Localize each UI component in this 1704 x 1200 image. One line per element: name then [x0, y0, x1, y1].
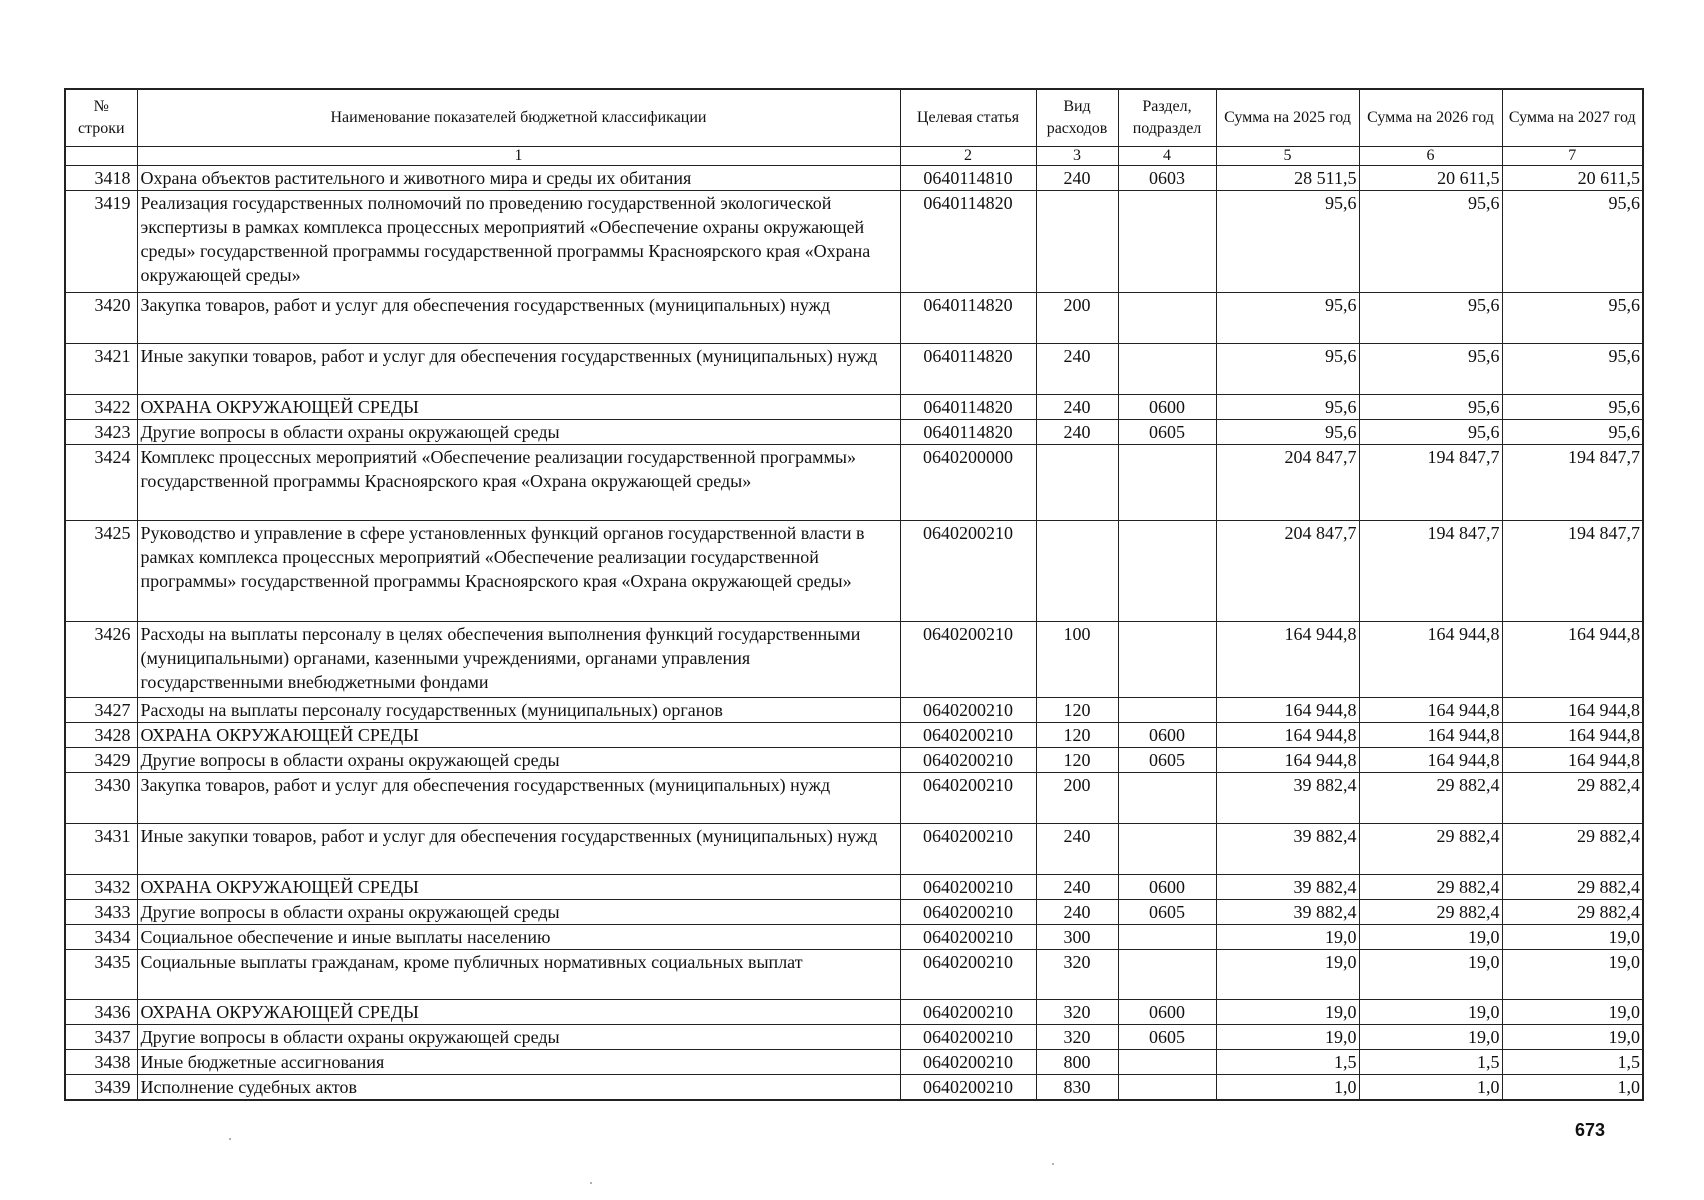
indicator-name-cell: Расходы на выплаты персоналу в целях обеспечения выполнения функций государственными (муниципальными) органами, казенными учреждениями, органами управления государственными внебюджетными фондами — [137, 622, 900, 698]
row-number-cell: 3434 — [65, 925, 137, 950]
scan-speck — [1052, 1163, 1054, 1165]
expense-type-cell: 240 — [1036, 166, 1118, 191]
section-cell — [1118, 773, 1216, 824]
expense-type-cell: 120 — [1036, 723, 1118, 748]
row-number-cell: 3420 — [65, 293, 137, 344]
indicator-name-cell: Социальное обеспечение и иные выплаты населению — [137, 925, 900, 950]
target-article-cell: 0640114820 — [900, 420, 1036, 445]
target-article-cell: 0640114820 — [900, 191, 1036, 293]
target-article-cell: 0640114810 — [900, 166, 1036, 191]
expense-type-cell — [1036, 445, 1118, 521]
sum-2027-cell: 194 847,7 — [1502, 521, 1643, 622]
target-article-cell: 0640200210 — [900, 925, 1036, 950]
expense-type-cell: 100 — [1036, 622, 1118, 698]
table-row — [65, 521, 1643, 622]
target-article-cell: 0640200210 — [900, 698, 1036, 723]
sum-2025-cell: 95,6 — [1216, 395, 1359, 420]
sum-2026-cell: 29 882,4 — [1359, 824, 1502, 875]
header-name: Наименование показателей бюджетной классификации — [137, 89, 900, 147]
sum-2025-cell: 95,6 — [1216, 293, 1359, 344]
row-number-cell: 3438 — [65, 1050, 137, 1075]
section-cell: 0603 — [1118, 166, 1216, 191]
table-row — [65, 420, 1643, 445]
indicator-name-cell: ОХРАНА ОКРУЖАЮЩЕЙ СРЕДЫ — [137, 875, 900, 900]
sum-2026-cell: 20 611,5 — [1359, 166, 1502, 191]
column-number: 6 — [1359, 147, 1502, 166]
sum-2025-cell: 164 944,8 — [1216, 748, 1359, 773]
header-vid: Вид расходов — [1036, 89, 1118, 147]
scan-speck — [590, 1182, 592, 1184]
indicator-name-cell: Социальные выплаты гражданам, кроме публичных нормативных социальных выплат — [137, 950, 900, 1000]
column-number-row — [65, 147, 1643, 166]
scan-speck — [229, 1138, 231, 1140]
section-cell — [1118, 1075, 1216, 1101]
sum-2025-cell: 1,5 — [1216, 1050, 1359, 1075]
sum-2027-cell: 164 944,8 — [1502, 723, 1643, 748]
section-cell: 0600 — [1118, 395, 1216, 420]
sum-2026-cell: 19,0 — [1359, 950, 1502, 1000]
indicator-name-cell: Иные закупки товаров, работ и услуг для обеспечения государственных (муниципальных) нужд — [137, 344, 900, 395]
expense-type-cell: 200 — [1036, 293, 1118, 344]
row-number-cell: 3424 — [65, 445, 137, 521]
sum-2027-cell: 95,6 — [1502, 420, 1643, 445]
indicator-name-cell: Закупка товаров, работ и услуг для обеспечения государственных (муниципальных) нужд — [137, 293, 900, 344]
sum-2026-cell: 164 944,8 — [1359, 622, 1502, 698]
row-number-cell: 3436 — [65, 1000, 137, 1025]
sum-2025-cell: 204 847,7 — [1216, 521, 1359, 622]
expense-type-cell: 120 — [1036, 748, 1118, 773]
expense-type-cell: 300 — [1036, 925, 1118, 950]
section-cell: 0605 — [1118, 900, 1216, 925]
sum-2025-cell: 39 882,4 — [1216, 773, 1359, 824]
sum-2025-cell: 164 944,8 — [1216, 698, 1359, 723]
row-number-cell: 3423 — [65, 420, 137, 445]
table-row — [65, 723, 1643, 748]
section-cell — [1118, 824, 1216, 875]
sum-2025-cell: 164 944,8 — [1216, 622, 1359, 698]
sum-2026-cell: 19,0 — [1359, 925, 1502, 950]
row-number-cell: 3430 — [65, 773, 137, 824]
page-number: 673 — [1575, 1120, 1606, 1140]
section-cell — [1118, 698, 1216, 723]
sum-2025-cell: 19,0 — [1216, 1000, 1359, 1025]
indicator-name-cell: Другие вопросы в области охраны окружающей среды — [137, 1025, 900, 1050]
header-target: Целевая статья — [900, 89, 1036, 147]
indicator-name-cell: ОХРАНА ОКРУЖАЮЩЕЙ СРЕДЫ — [137, 723, 900, 748]
row-number-cell: 3435 — [65, 950, 137, 1000]
table-row — [65, 1000, 1643, 1025]
sum-2025-cell: 19,0 — [1216, 925, 1359, 950]
sum-2026-cell: 19,0 — [1359, 1000, 1502, 1025]
column-number — [65, 147, 137, 166]
header-sum-2027: Сумма на 2027 год — [1502, 89, 1643, 147]
column-number: 3 — [1036, 147, 1118, 166]
table-row — [65, 1050, 1643, 1075]
indicator-name-cell: ОХРАНА ОКРУЖАЮЩЕЙ СРЕДЫ — [137, 395, 900, 420]
table-row — [65, 344, 1643, 395]
sum-2025-cell: 95,6 — [1216, 420, 1359, 445]
sum-2026-cell: 164 944,8 — [1359, 748, 1502, 773]
sum-2026-cell: 95,6 — [1359, 395, 1502, 420]
sum-2025-cell: 95,6 — [1216, 344, 1359, 395]
sum-2027-cell: 19,0 — [1502, 1000, 1643, 1025]
sum-2026-cell: 1,5 — [1359, 1050, 1502, 1075]
header-row-no: № строки — [65, 89, 137, 147]
table-row — [65, 824, 1643, 875]
row-number-cell: 3426 — [65, 622, 137, 698]
row-number-cell: 3439 — [65, 1075, 137, 1101]
table-row — [65, 900, 1643, 925]
sum-2026-cell: 29 882,4 — [1359, 875, 1502, 900]
table-header-row — [65, 89, 1643, 147]
sum-2025-cell: 204 847,7 — [1216, 445, 1359, 521]
sum-2027-cell: 29 882,4 — [1502, 900, 1643, 925]
section-cell — [1118, 622, 1216, 698]
row-number-cell: 3431 — [65, 824, 137, 875]
indicator-name-cell: Охрана объектов растительного и животного мира и среды их обитания — [137, 166, 900, 191]
indicator-name-cell: Закупка товаров, работ и услуг для обеспечения государственных (муниципальных) нужд — [137, 773, 900, 824]
column-number: 2 — [900, 147, 1036, 166]
expense-type-cell — [1036, 521, 1118, 622]
row-number-cell: 3429 — [65, 748, 137, 773]
target-article-cell: 0640200210 — [900, 824, 1036, 875]
expense-type-cell: 120 — [1036, 698, 1118, 723]
table-row — [65, 925, 1643, 950]
table-row — [65, 698, 1643, 723]
indicator-name-cell: Иные бюджетные ассигнования — [137, 1050, 900, 1075]
table-row — [65, 445, 1643, 521]
sum-2027-cell: 95,6 — [1502, 191, 1643, 293]
section-cell — [1118, 1050, 1216, 1075]
table-row — [65, 293, 1643, 344]
indicator-name-cell: ОХРАНА ОКРУЖАЮЩЕЙ СРЕДЫ — [137, 1000, 900, 1025]
sum-2026-cell: 95,6 — [1359, 191, 1502, 293]
sum-2026-cell: 164 944,8 — [1359, 723, 1502, 748]
sum-2025-cell: 39 882,4 — [1216, 875, 1359, 900]
target-article-cell: 0640200210 — [900, 1025, 1036, 1050]
section-cell: 0600 — [1118, 875, 1216, 900]
expense-type-cell: 200 — [1036, 773, 1118, 824]
section-cell: 0605 — [1118, 1025, 1216, 1050]
expense-type-cell: 830 — [1036, 1075, 1118, 1101]
sum-2026-cell: 164 944,8 — [1359, 698, 1502, 723]
sum-2027-cell: 20 611,5 — [1502, 166, 1643, 191]
sum-2026-cell: 19,0 — [1359, 1025, 1502, 1050]
target-article-cell: 0640200210 — [900, 950, 1036, 1000]
target-article-cell: 0640200210 — [900, 875, 1036, 900]
sum-2027-cell: 95,6 — [1502, 344, 1643, 395]
sum-2027-cell: 19,0 — [1502, 1025, 1643, 1050]
table-row — [65, 395, 1643, 420]
target-article-cell: 0640114820 — [900, 395, 1036, 420]
indicator-name-cell: Исполнение судебных актов — [137, 1075, 900, 1101]
indicator-name-cell: Расходы на выплаты персоналу государственных (муниципальных) органов — [137, 698, 900, 723]
sum-2027-cell: 164 944,8 — [1502, 698, 1643, 723]
sum-2026-cell: 194 847,7 — [1359, 521, 1502, 622]
expense-type-cell: 240 — [1036, 395, 1118, 420]
row-number-cell: 3433 — [65, 900, 137, 925]
expense-type-cell: 800 — [1036, 1050, 1118, 1075]
table-row — [65, 1025, 1643, 1050]
sum-2027-cell: 95,6 — [1502, 293, 1643, 344]
expense-type-cell: 320 — [1036, 1025, 1118, 1050]
section-cell — [1118, 950, 1216, 1000]
sum-2027-cell: 95,6 — [1502, 395, 1643, 420]
indicator-name-cell: Иные закупки товаров, работ и услуг для обеспечения государственных (муниципальных) нужд — [137, 824, 900, 875]
column-number: 7 — [1502, 147, 1643, 166]
indicator-name-cell: Комплекс процессных мероприятий «Обеспечение реализации государственной программы» государственной программы Красноярского края «Охрана окружающей среды» — [137, 445, 900, 521]
expense-type-cell: 240 — [1036, 420, 1118, 445]
section-cell: 0605 — [1118, 748, 1216, 773]
row-number-cell: 3419 — [65, 191, 137, 293]
indicator-name-cell: Другие вопросы в области охраны окружающей среды — [137, 748, 900, 773]
row-number-cell: 3421 — [65, 344, 137, 395]
row-number-cell: 3425 — [65, 521, 137, 622]
column-number: 1 — [137, 147, 900, 166]
column-number: 4 — [1118, 147, 1216, 166]
sum-2027-cell: 1,5 — [1502, 1050, 1643, 1075]
table-row — [65, 748, 1643, 773]
target-article-cell: 0640200210 — [900, 773, 1036, 824]
expense-type-cell: 320 — [1036, 950, 1118, 1000]
row-number-cell: 3418 — [65, 166, 137, 191]
sum-2026-cell: 95,6 — [1359, 293, 1502, 344]
budget-table — [64, 88, 1644, 1101]
target-article-cell: 0640200210 — [900, 1000, 1036, 1025]
row-number-cell: 3427 — [65, 698, 137, 723]
indicator-name-cell: Реализация государственных полномочий по проведению государственной экологической экспертизы в рамках комплекса процессных мероприятий «Обеспечение охраны окружающей среды» государственной программы государственной программы Красноярского края «Охрана окружающей среды» — [137, 191, 900, 293]
target-article-cell: 0640114820 — [900, 344, 1036, 395]
sum-2027-cell: 29 882,4 — [1502, 824, 1643, 875]
section-cell — [1118, 293, 1216, 344]
section-cell — [1118, 344, 1216, 395]
table-row — [65, 950, 1643, 1000]
sum-2025-cell: 19,0 — [1216, 950, 1359, 1000]
target-article-cell: 0640200210 — [900, 723, 1036, 748]
sum-2027-cell: 1,0 — [1502, 1075, 1643, 1101]
sum-2027-cell: 29 882,4 — [1502, 875, 1643, 900]
header-sum-2025: Сумма на 2025 год — [1216, 89, 1359, 147]
indicator-name-cell: Руководство и управление в сфере установленных функций органов государственной власти в рамках комплекса процессных мероприятий «Обеспечение реализации государственной программы» государственной программы Красноярского края «Охрана окружающей среды» — [137, 521, 900, 622]
sum-2027-cell: 194 847,7 — [1502, 445, 1643, 521]
sum-2026-cell: 29 882,4 — [1359, 900, 1502, 925]
section-cell — [1118, 925, 1216, 950]
sum-2026-cell: 29 882,4 — [1359, 773, 1502, 824]
sum-2025-cell: 39 882,4 — [1216, 824, 1359, 875]
sum-2027-cell: 19,0 — [1502, 925, 1643, 950]
sum-2027-cell: 29 882,4 — [1502, 773, 1643, 824]
sum-2025-cell: 28 511,5 — [1216, 166, 1359, 191]
sum-2025-cell: 19,0 — [1216, 1025, 1359, 1050]
sum-2026-cell: 1,0 — [1359, 1075, 1502, 1101]
expense-type-cell: 240 — [1036, 875, 1118, 900]
expense-type-cell: 320 — [1036, 1000, 1118, 1025]
sum-2026-cell: 95,6 — [1359, 420, 1502, 445]
target-article-cell: 0640200210 — [900, 748, 1036, 773]
sum-2025-cell: 164 944,8 — [1216, 723, 1359, 748]
section-cell: 0600 — [1118, 1000, 1216, 1025]
row-number-cell: 3428 — [65, 723, 137, 748]
target-article-cell: 0640200210 — [900, 1075, 1036, 1101]
indicator-name-cell: Другие вопросы в области охраны окружающей среды — [137, 420, 900, 445]
section-cell: 0605 — [1118, 420, 1216, 445]
target-article-cell: 0640200210 — [900, 900, 1036, 925]
indicator-name-cell: Другие вопросы в области охраны окружающей среды — [137, 900, 900, 925]
row-number-cell: 3422 — [65, 395, 137, 420]
table-body — [65, 166, 1643, 1101]
expense-type-cell — [1036, 191, 1118, 293]
table-row — [65, 166, 1643, 191]
header-razdel: Раздел, подраздел — [1118, 89, 1216, 147]
section-cell — [1118, 191, 1216, 293]
target-article-cell: 0640114820 — [900, 293, 1036, 344]
row-number-cell: 3432 — [65, 875, 137, 900]
sum-2027-cell: 19,0 — [1502, 950, 1643, 1000]
section-cell — [1118, 445, 1216, 521]
section-cell — [1118, 521, 1216, 622]
sum-2027-cell: 164 944,8 — [1502, 748, 1643, 773]
sum-2025-cell: 95,6 — [1216, 191, 1359, 293]
table-row — [65, 191, 1643, 293]
target-article-cell: 0640200000 — [900, 445, 1036, 521]
row-number-cell: 3437 — [65, 1025, 137, 1050]
table-row — [65, 773, 1643, 824]
sum-2025-cell: 39 882,4 — [1216, 900, 1359, 925]
sum-2026-cell: 194 847,7 — [1359, 445, 1502, 521]
table-row — [65, 1075, 1643, 1101]
table-row — [65, 622, 1643, 698]
column-number: 5 — [1216, 147, 1359, 166]
header-sum-2026: Сумма на 2026 год — [1359, 89, 1502, 147]
expense-type-cell: 240 — [1036, 900, 1118, 925]
table-row — [65, 875, 1643, 900]
sum-2027-cell: 164 944,8 — [1502, 622, 1643, 698]
expense-type-cell: 240 — [1036, 824, 1118, 875]
section-cell: 0600 — [1118, 723, 1216, 748]
target-article-cell: 0640200210 — [900, 1050, 1036, 1075]
target-article-cell: 0640200210 — [900, 521, 1036, 622]
sum-2026-cell: 95,6 — [1359, 344, 1502, 395]
sum-2025-cell: 1,0 — [1216, 1075, 1359, 1101]
expense-type-cell: 240 — [1036, 344, 1118, 395]
target-article-cell: 0640200210 — [900, 622, 1036, 698]
